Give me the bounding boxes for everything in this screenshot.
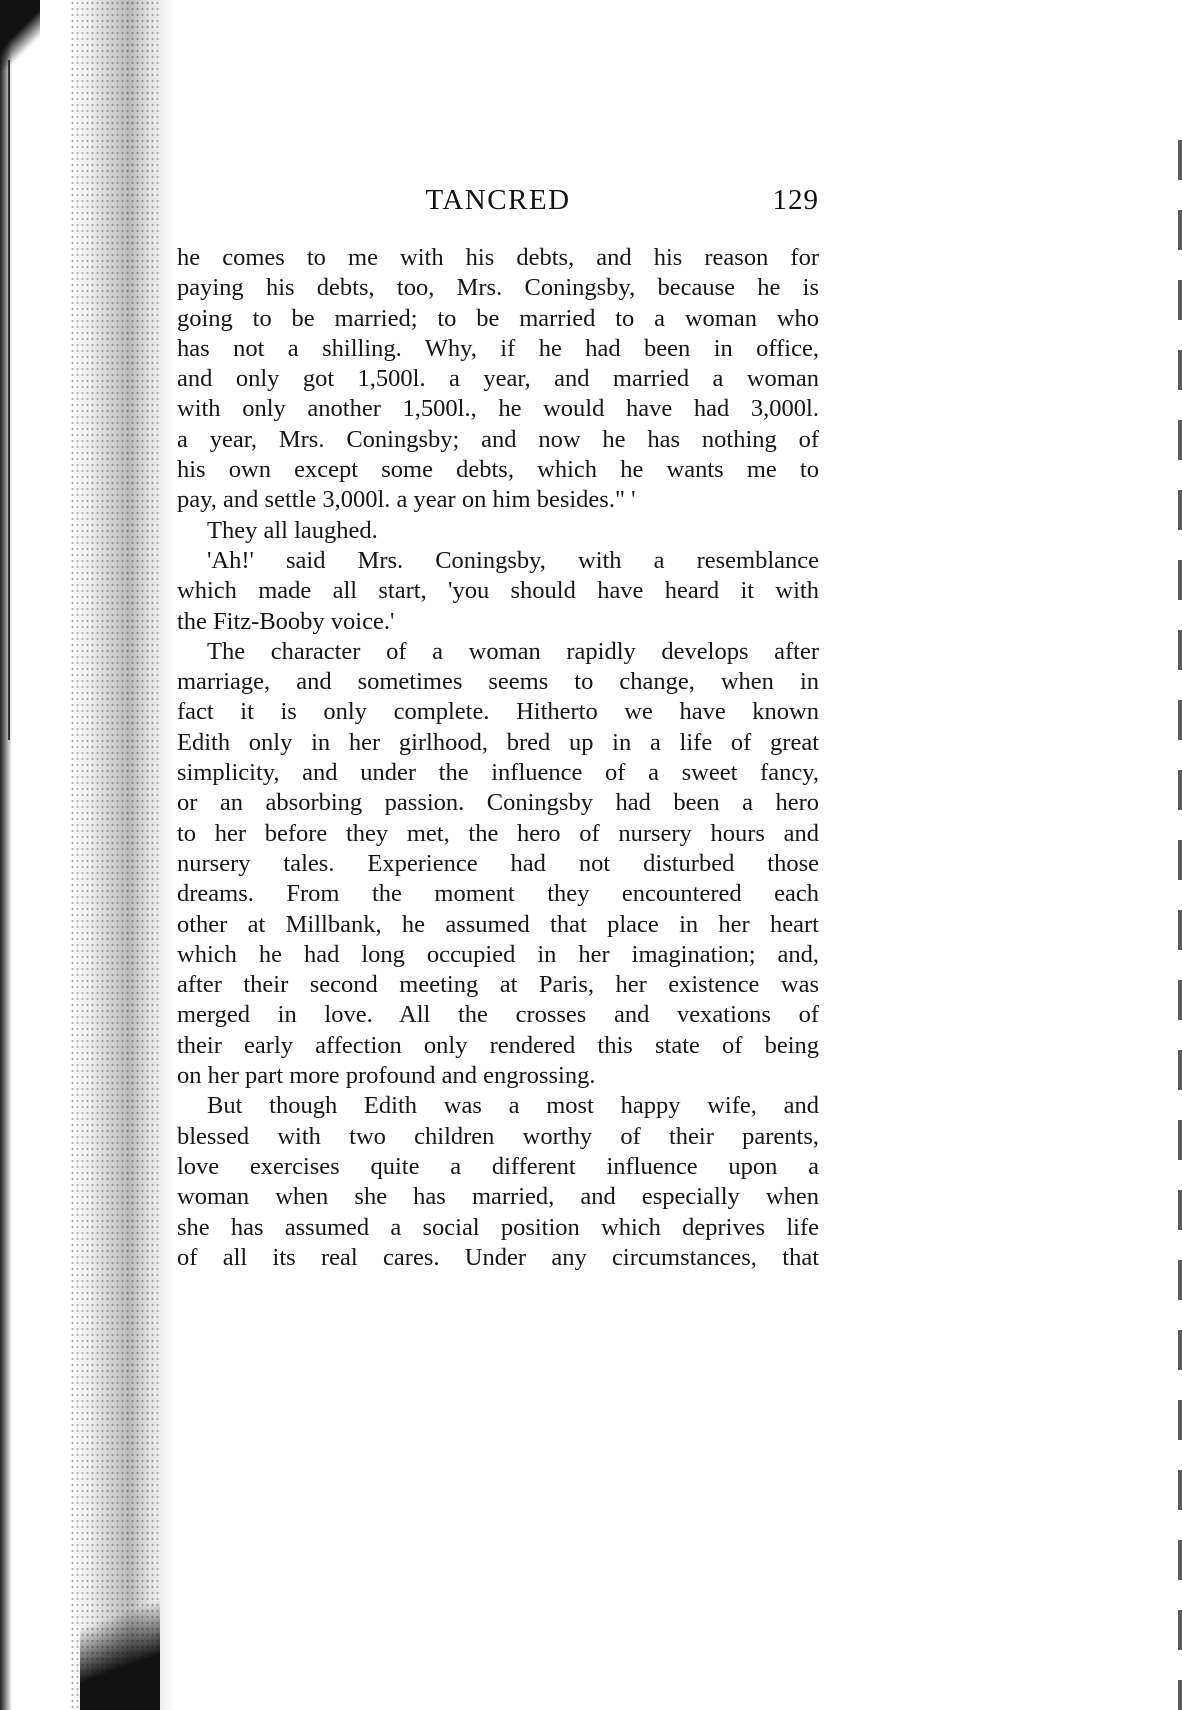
text-line: woman when she has married, and especially when — [177, 1183, 819, 1211]
left-margin-rule — [8, 60, 10, 740]
text-line: paying his debts, too, Mrs. Coningsby, because he is — [177, 274, 819, 302]
top-left-scan-corner — [0, 0, 40, 70]
text-line: his own except some debts, which he wants me to — [177, 456, 819, 484]
text-line: a year, Mrs. Coningsby; and now he has nothing of — [177, 425, 819, 453]
text-line: marriage, and sometimes seems to change, when in — [177, 668, 819, 696]
text-line: on her part more profound and engrossing. — [177, 1062, 596, 1090]
body-text — [177, 243, 819, 1273]
text-line: The character of a woman rapidly develops after — [207, 637, 819, 665]
text-line: he comes to me with his debts, and his reason for — [177, 244, 819, 271]
text-line: she has assumed a social position which deprives life — [177, 1213, 819, 1241]
text-line: after their second meeting at Paris, her existence was — [177, 971, 819, 999]
text-line: the Fitz-Booby voice.' — [177, 607, 395, 635]
text-line: fact it is only complete. Hitherto we have known — [177, 698, 819, 726]
left-page-edge — [0, 0, 14, 1710]
text-line: their early affection only rendered this state of being — [177, 1031, 819, 1059]
text-line: simplicity, and under the influence of a sweet fancy, — [177, 759, 819, 787]
text-line: pay, and settle 3,000l. a year on him besides." ' — [177, 486, 636, 514]
text-line: But though Edith was a most happy wife, and — [207, 1092, 819, 1120]
page-number: 129 — [772, 184, 819, 216]
text-line: which made all start, 'you should have heard it with — [177, 577, 819, 605]
gutter-noise — [70, 0, 160, 1710]
text-line: and only got 1,500l. a year, and married a woman — [177, 365, 819, 393]
page-header — [177, 184, 819, 224]
bottom-left-scan-corner — [80, 1600, 160, 1710]
text-line: dreams. From the moment they encountered each — [177, 880, 819, 908]
right-page-edge — [1178, 140, 1182, 1710]
text-line: love exercises quite a different influence upon a — [177, 1152, 819, 1180]
text-line: has not a shilling. Why, if he had been in office, — [177, 334, 819, 362]
text-line: blessed with two children worthy of their parents, — [177, 1122, 819, 1150]
text-line: nursery tales. Experience had not disturbed those — [177, 849, 819, 877]
text-line: of all its real cares. Under any circumstances, that — [177, 1243, 819, 1271]
text-line: 'Ah!' said Mrs. Coningsby, with a resemblance — [207, 546, 819, 574]
text-line: to her before they met, the hero of nursery hours and — [177, 819, 819, 847]
text-line: going to be married; to be married to a woman who — [177, 304, 819, 332]
text-line: or an absorbing passion. Coningsby had been a hero — [177, 789, 819, 817]
text-line: Edith only in her girlhood, bred up in a life of great — [177, 728, 819, 756]
text-line: which he had long occupied in her imagination; and, — [177, 940, 819, 968]
text-line: merged in love. All the crosses and vexations of — [177, 1001, 819, 1029]
text-line: other at Millbank, he assumed that place in her heart — [177, 910, 819, 938]
text-line: They all laughed. — [207, 516, 378, 544]
text-line: with only another 1,500l., he would have had 3,000l. — [177, 395, 819, 423]
running-head: TANCRED — [425, 184, 571, 216]
